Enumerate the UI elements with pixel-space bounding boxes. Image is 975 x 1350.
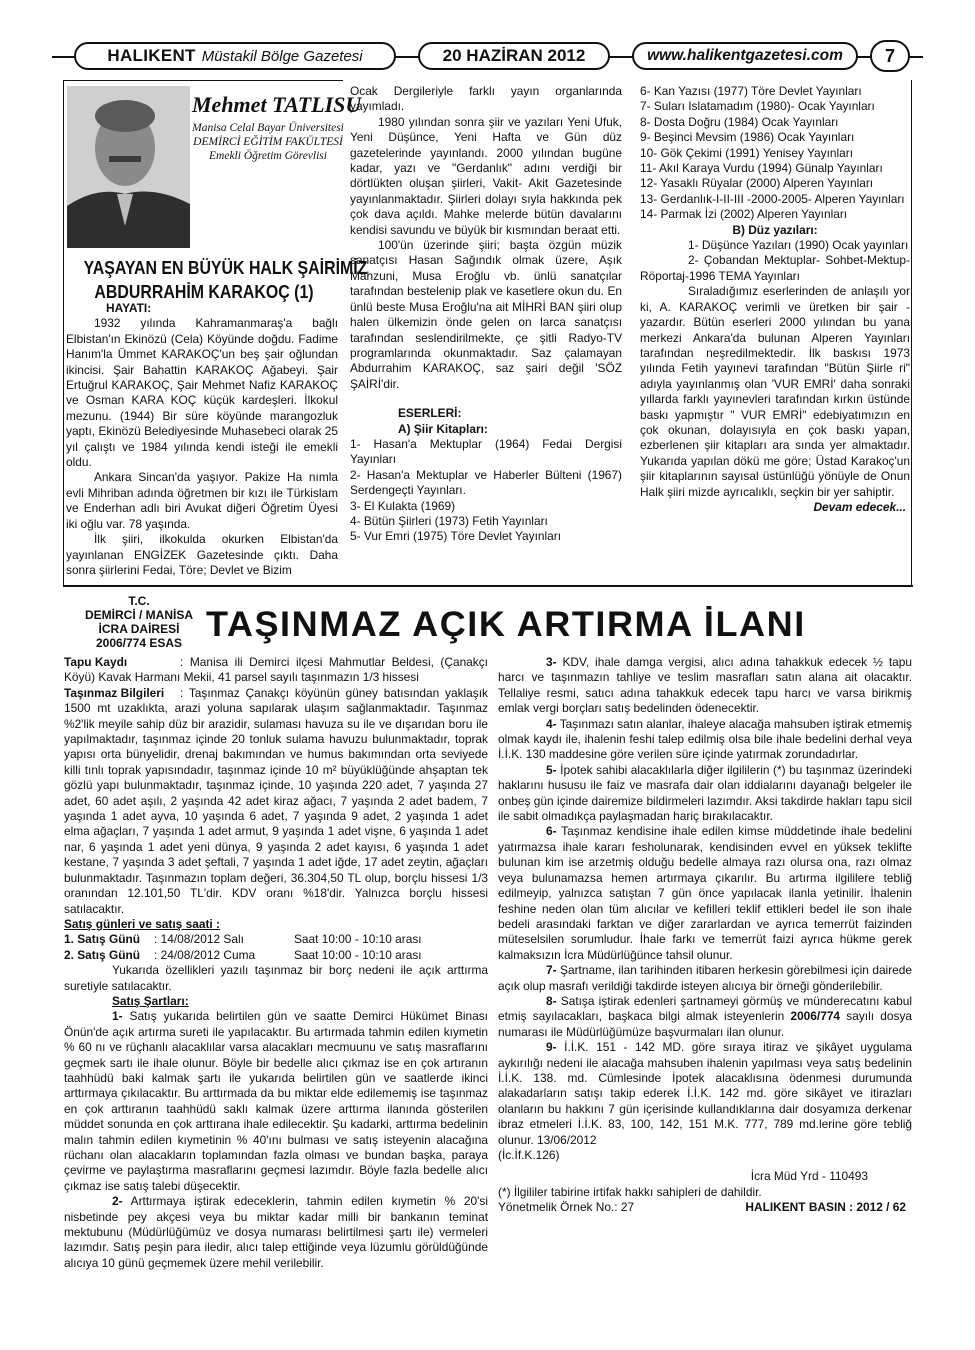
page-number: 7: [884, 45, 895, 66]
author-block: [192, 92, 362, 162]
article-frame-left: [63, 80, 64, 585]
sale-2-time: Saat 10:00 - 10:10 arası: [294, 947, 422, 962]
notice-footer: [498, 1200, 912, 1215]
book-8: 8- Dosta Doğru (1984) Ocak Yayınları: [640, 114, 839, 129]
bio-paragraph-6: 100'ün üzerinde şiiri; başta özgün müzik sanatçısı Hasan Sağındık olmak üzere, Aşık Mahzuni, Musa Eroğlu vb. ünlü sanatçılar tarafından bestelenip plak ve kasetlere okun du. En ünlü beste Musa Eroğlu'na ait MİHRİ BAN şiiri olup halen ülkemizin önde gelen on larca sanatçısı tarafından seslendirilmekte, çe şitli Radyo-TV programlarında okunmaktadır. Saz çalamayan Abdurrahim KARAKOÇ, saz şairi değil 'SÖZ ŞAİRİ'dir.: [350, 238, 622, 391]
term-8-case-number: 2006/774: [790, 1009, 841, 1024]
author-portrait-icon: [67, 86, 190, 248]
notice-column-left: [64, 655, 488, 1271]
term-1-num: 1-: [112, 1009, 123, 1024]
footnote: (*) İlgililer tabirine irtifak hakkı sahipleri de dahildir.: [498, 1184, 762, 1199]
book-1: 1- Hasan'a Mektuplar (1964) Fedai Dergisi Yayınları: [350, 436, 622, 467]
term-5-num: 5-: [546, 762, 557, 777]
notice-title: TAŞINMAZ AÇIK ARTIRMA İLANI: [206, 605, 806, 644]
court-line-3: İCRA DAİRESİ: [98, 622, 180, 636]
book-6: 6- Kan Yazısı (1977) Töre Devlet Yayınları: [640, 84, 862, 98]
article-frame-right: [911, 80, 912, 586]
term-3-text: KDV, ihale damga vergisi, alıcı adına tahakkuk edecek ½ tapu harcı ve taşınmazın tahliye ve teslim masrafları satın alana ait olacaktır. Tellaliye resmi, satıcı adına tahakkuk edecek tapu harcı ve varsa birikmiş emlak vergi borçları satış bedelinden ödenecektir.: [498, 655, 912, 716]
page-number-pill: [870, 40, 910, 72]
book-9: 9- Beşinci Mevsim (1986) Ocak Yayınları: [640, 130, 855, 145]
term-7-text: Şartname, ilan tarihinden itibaren herkesin görebilmesi için dairede açık olup masrafı verildiği takdirde isteyen alıcıya bir örneği gönderilebilir.: [498, 963, 912, 993]
bio-paragraph-5: 1980 yılından sonra şiir ve yazıları Yeni Ufuk, Yeni Düşünce, Yeni Hafta ve Gün düz gazetelerinde yayınlandı. 2000 yılından bugüne kadar, yazı ve "Gerdanlık" adını verdiği bir dörtlükten oluşan şiirleri, Vakit- Akit Gazetesinde yayınlanmaktadır. Şiirleri dolayı sıyla hakkında pek çok dava açıldı. Mahke melerde bütün davalarını kendisi savundu ve büyük bir kısmından beraat etti.: [350, 114, 622, 237]
term-4-num: 4-: [546, 716, 557, 731]
signer: İcra Müd Yrd - 110493: [750, 1169, 868, 1184]
author-affiliation-2: DEMİRCİ EĞİTİM FAKÜLTESİ: [193, 136, 343, 148]
term-2-num: 2-: [112, 1194, 123, 1209]
book-3: 3- El Kulakta (1969): [350, 498, 456, 513]
book-13: 13- Gerdanlık-I-II-III -2000-2005- Alperen Yayınları: [640, 191, 905, 206]
date-pill: [418, 42, 610, 70]
bio-paragraph-3: İlk şiiri, ilkokulda okurken Elbistan'da yayınlanan ENGİZEK Gazetesinde çıktı. Daha sonra şiirlerini Fedai, Töre; Devlet ve Bizim: [66, 532, 338, 577]
duz-heading: B) Düz yazıları:: [732, 222, 818, 237]
prose-1: 1- Düşünce Yazıları (1990) Ocak yayınları: [688, 238, 909, 253]
masthead-subtitle: Müstakil Bölge Gazetesi: [201, 47, 363, 65]
article-frame-bottom: [63, 585, 913, 587]
bio-paragraph-2: Ankara Sincan'da yaşıyor. Pakize Ha nımla evli Mihriban adında öğretmen bir kızı ile Türkislam ve Enderhan adlı biri Avukat diğeri Öğretim Üyesi iki oğlu var. 78 yaşında.: [66, 470, 338, 531]
book-11: 11- Akıl Karaya Vurdu (1994) Günalp Yayınları: [640, 161, 883, 176]
term-1-text: Satış yukarıda belirtilen gün ve saatte Demirci Hükümet Binası Önün'de açık artırma sureti ile yapılacaktır. Bu artırmada tahmin edilen kıymetin % 60 nı ve rüçhanlı alacaklılar varsa alacakları mecmuunu ve satış masraflarını geçmek sartı ile ihale olunur. Böyle bir bedelle alıcı çıkmaz ise en çok artıranın taahhüdü baki kalmak şartı ile yukarıda belirtilen gün ve saatlerde ikinci arttırmaya çıkılacaktır. Bu arttırmada da bu miktar elde edilememiş ise taşınmaz en çok arttıranın taahhüdü saklı kalmak üzere arttırma ilanında gösterilen müddet sonunda en çok arttırana ihale edilecektir. Şu kadarki, arttırma bedelinin malın tahmin edilen kıymetinin % 40'ını bulması ve satış isteyenin alacağına rüchanı olan alacakların toplamından fazla olması ve bundan başka, paraya çevirme ve paylaştırma masraflarını geçmesi lazımdır. Böyle fazla bedelle alıcı çıkmaz ise satış talebi düşecektir.: [64, 1009, 488, 1193]
author-photo: [67, 86, 190, 248]
auction-intro: Yukarıda özellikleri yazılı taşınmaz bir borç nedeni ile açık arttırma suretiyle satılacaktır.: [64, 963, 488, 993]
book-4: 4- Bütün Şiirleri (1973) Fetih Yayınları: [350, 513, 548, 528]
court-office: [64, 594, 214, 650]
law-ref: (İc.İf.K.126): [498, 1148, 560, 1162]
bilgi-text: : Taşınmaz Çanakçı köyünün güney batısından yaklaşık 1500 mt uzaklıkta, arazi yoluna sapılarak ulaşım sağlanmaktadır. Taşınmaz %2'lik meyile sahip düz bir arazidir, sulaması havuza su ile ve dışarıdan boru ile yapılmaktadır, taşınmaz içinde 20 tonluk sulama havuzu bulunmaktadır, toprak yapısı orta bünyelidir, drenaj bakımından ve humus bakımından orta seviyede killi tınlı toprak yapısındadır, taşınmaz içinde 10 m² büyüklüğünde ahşaptan tek gözlü yapı bulunmaktadır, taşınmaz içinde, 10 yaşında 220 adet, 7 yaşında 27 adet, 60 adet aşılı, 2 yaşında 42 adet kiraz ağacı, 7 yaşında 2 adet badem, 7 yaşında 1 adet ayva, 10 yaşında 6 adet, 7 yaşında 9 adet, 2 yaşında 1 adet elma ağaçları, 7 yaşında 1 adet armut, 9 yaşında 1 adet vişne, 6 yaşında 1 adet nar, 6 yaşında 1 adet yeni dünya, 9 yaşında 2 adet kayısı, 6 yaşında 1 adet kestane, 7 yaşında 3 adet şeftali, 7 yaşında 1 adet iğde, 17 adet zeytin, ağaçları bulunmaktadır. Taşınmazın toplam değeri, 36.304,50 TL olup, borçlu hissesi 1/3 oranından 12.101,50 TL'dir. KDV oranı %18'dir. Yalnızca borçlu hissesi satılacaktır.: [64, 685, 488, 916]
court-line-4: 2006/774 ESAS: [95, 636, 183, 650]
website-url: www.halikentgazetesi.com: [647, 47, 843, 64]
sale-terms-heading: Satış Şartları:: [112, 993, 189, 1008]
siir-heading: A) Şiir Kitapları:: [398, 421, 488, 436]
book-7: 7- Suları Islatamadım (1980)- Ocak Yayınları: [640, 99, 875, 114]
book-2: 2- Hasan'a Mektuplar ve Haberler Bülteni (1967) Serdengeçti Yayınları.: [350, 467, 622, 498]
notice-column-right: [498, 655, 912, 1216]
sale-days-heading: Satış günleri ve satış saati :: [64, 916, 220, 931]
term-2-text: Arttırmaya iştirak edeceklerin, tahmin edilen kıymetin % 20'si nisbetinde pey akçesi veya bu miktar kadar milli bir bankanın teminat mektubunu (Müdürlüğümüz ve dosya numarası belirtilmesi şartı ile) vermeleri lazımdır. Satış peşin para iledir, alıcı talep ettiğinde veya lüzumlu görüldüğünde alıcıya 10 günü geçmemek üzere mehil verilebilir.: [64, 1194, 488, 1270]
term-6-text: Taşınmaz kendisine ihale edilen kimse müddetinde ihale bedelini yatırmazsa ihale kararı fesholunarak, kendisinden evvel en yüksek teklifte bulunan kim ise arzetmiş olduğu bedelle almaya razı olursa ona, razı olmaz veya bulunamazsa hemen artırmaya çıkarılır. Bu artırma ilgililere tebliğ edilmeyip, yalnızca satıştan 7 gün önce yapılacak ilanla yetinilir. İhalenin feshine neden olan tüm alıcılar ve kefilleri teklif ettikleri bedel ile son ihale bedeli arasındaki farktan ve diğer zararlardan ve ayrıca temerrüt faizinden müteselsilen sorumludur. İhale farkı ve temerrüt faizi ayrıca hükme gerek kalmaksızın İcra Müdürlüğünce tahsil olunur.: [498, 824, 912, 962]
article-column-2: [350, 84, 622, 545]
sale-1-date: : 14/08/2012 Salı: [154, 932, 244, 947]
sale-2-label: 2. Satış Günü: [64, 947, 140, 962]
continued-note: Devam edecek...: [813, 499, 906, 514]
term-6-num: 6-: [546, 824, 557, 839]
book-12: 12- Yasaklı Rüyalar (2000) Alperen Yayınları: [640, 176, 874, 191]
press-number: HALIKENT BASIN : 2012 / 62: [745, 1200, 906, 1215]
masthead-brand: HALIKENT: [107, 46, 196, 65]
term-4-text: Taşınmazı satın alanlar, ihaleye alacağa mahsuben iştirak etmemiş olmak kaydı ile, ihalenin feshi talep edilmiş olsa bile ihale bedelini derhal veya İ.İ.K. 130 maddesine göre verilen süre içinde yatırmak zorundadırlar.: [498, 716, 912, 762]
bilgi-label: Taşınmaz Bilgileri: [64, 685, 165, 700]
book-14: 14- Parmak İzi (2002) Alperen Yayınları: [640, 207, 848, 222]
article-title: [83, 256, 368, 304]
site-pill: [632, 42, 858, 70]
term-9-text: İ.İ.K. 151 - 142 MD. göre sıraya itiraz ve şikâyet uygulama aykırılığı nedeni ile alacağa mahsuben ihalenin yapılması veya satış bedelinin İ.İ.K. 138. md. Cümlesinde İpotek alacaklısına ödenmesi durumunda alakadarların satışı takip ederek İ.İ.K. 142 md. göre sikâyet ve itirazları olanların bu hakkını 7 gün içerisinde kullandıklarına dair dosyamıza derkenar ibraz etmeleri İ.İ.K. 83, 100, 142, 151 M.K. 777, 789 md.lerine göre tebliğ olunur. 13/06/2012: [498, 1040, 912, 1147]
author-name: Mehmet TATLISU: [192, 92, 362, 117]
bio-paragraph-4: Ocak Dergileriyle farklı yayın organlarında yayımladı.: [350, 84, 622, 114]
author-affiliation-1: Manisa Celal Bayar Üniversitesi: [192, 122, 344, 134]
term-8-text-c: sayılı dosya numarası ile Müdürlüğümüze başvurmaları ilan olunur.: [498, 1009, 913, 1039]
article-title-line1: YAŞAYAN EN BÜYÜK HALK ŞAİRİMİZ: [83, 257, 368, 278]
regulation-number: Yönetmelik Örnek No.: 27: [498, 1200, 635, 1215]
tapu-text: : Manisa ili Demirci ilçesi Mahmutlar Beldesi, (Çanakçı Köyü) Kavak Harmanı Mekii, 41 parsel sayılı taşınmazın 1/3 hissesi: [64, 655, 488, 685]
book-5: 5- Vur Emri (1975) Töre Devlet Yayınları: [350, 529, 562, 544]
term-5-text: İpotek sahibi alacaklılarla diğer ilgililerin (*) bu taşınmaz üzerindeki haklarını hususu ile faiz ve masrafa dair olan iddialarını dayanağı belgeler ile onbeş gün içinde dairemize bildirmeleri lazımdır. Aksi takdirde hakları tapu sicil ile sabit olmadıkça paylaşmadan hariç bırakılacaktır.: [498, 762, 912, 824]
sale-2-date: : 24/08/2012 Cuma: [154, 947, 256, 962]
sale-1-time: Saat 10:00 - 10:10 arası: [294, 932, 422, 947]
term-3-num: 3-: [546, 655, 557, 669]
prose-2: 2- Çobandan Mektuplar- Sohbet-Mektup- Röportaj-1996 TEMA Yayınları: [640, 253, 910, 283]
term-9-num: 9-: [546, 1040, 557, 1055]
author-affiliation-3: Emekli Öğretim Görevlisi: [209, 150, 327, 162]
court-line-2: DEMİRCİ / MANİSA: [85, 608, 193, 622]
term-8-text-a: Satışa iştirak edenleri şartnameyi görmüş ve münderecatını kabul etmiş sayılacakları, başkaca bilgi almak isteyenlerin: [498, 993, 912, 1024]
article-frame-top: [63, 80, 343, 81]
bio-paragraph-1: 1932 yılında Kahramanmaraş'a bağlı Elbistan'ın Ekinözü (Cela) Köyünde doğdu. Fadime Hanım'la Ümmet KARAKOÇ'un beş şair oğlundan ikincisi. Şair Bahattin KARAKOÇ Ağabeyi. Şair Ertuğrul KARAKOÇ, Şair Mehmet Nafiz KARAKOÇ ve Osman KARA KOÇ küçük kardeşleri. İlkokul mezunu. (1944) Bir süre köyünde marangozluk yaptı, Ekinözü Belediyesinde Muhasebeci olarak 25 yıl çalıştı ve 1984 yılında kendi isteği ile emekli oldu.: [66, 316, 338, 470]
article-column-3: [640, 84, 910, 515]
tapu-label: Tapu Kaydı: [64, 655, 128, 669]
hayati-heading: HAYATI:: [106, 301, 152, 315]
term-8-num: 8-: [546, 993, 557, 1008]
closing-paragraph: Sıraladığımız eserlerinden de anlaşılı yor ki, A. KARAKOÇ verimli ve üretken bir şair -yazardır. Bütün eserleri 2000 yılından bu yana merkezi Ankara'da bulunan Alperen Yayınları tarafından neşredilmektedir. İlk baskısı 1973 yılında Fetih yayınevi tarafından "Bütün Şiirle ri" adıyla yayınlanmış olan 'VUR EMRİ' daha sonraki yıllarda farklı yayınevleri tarafından kırkın üstünde baskı yapmıştır " VUR EMRİ" edebiyatımızın en çok okunan, dolayısıyla en çok baskı yapan, ezberlenen şiir kitapları ara sında yer almaktadır. Yukarıda yapılan dökü me göre; Üstad Karakoç'un şiir kitaplarının sayısal üstünlüğü yönüyle de Onun Halk şiiri mizde ayrıcalıklı, seçkin bir yer sahiptir.: [640, 284, 910, 499]
article-title-line2: ABDURRAHİM KARAKOÇ (1): [94, 281, 314, 302]
sale-1-row: [64, 932, 488, 947]
sale-1-label: 1. Satış Günü: [64, 932, 140, 947]
masthead-pill: [74, 42, 396, 70]
eserleri-heading: ESERLERİ:: [398, 406, 462, 421]
sale-2-row: [64, 948, 488, 963]
issue-date: 20 HAZİRAN 2012: [442, 46, 586, 65]
book-10: 10- Gök Çekimi (1991) Yenisey Yayınları: [640, 145, 854, 160]
term-7-num: 7-: [546, 963, 557, 978]
court-line-1: T.C.: [128, 594, 150, 608]
article-column-1: [66, 301, 338, 578]
